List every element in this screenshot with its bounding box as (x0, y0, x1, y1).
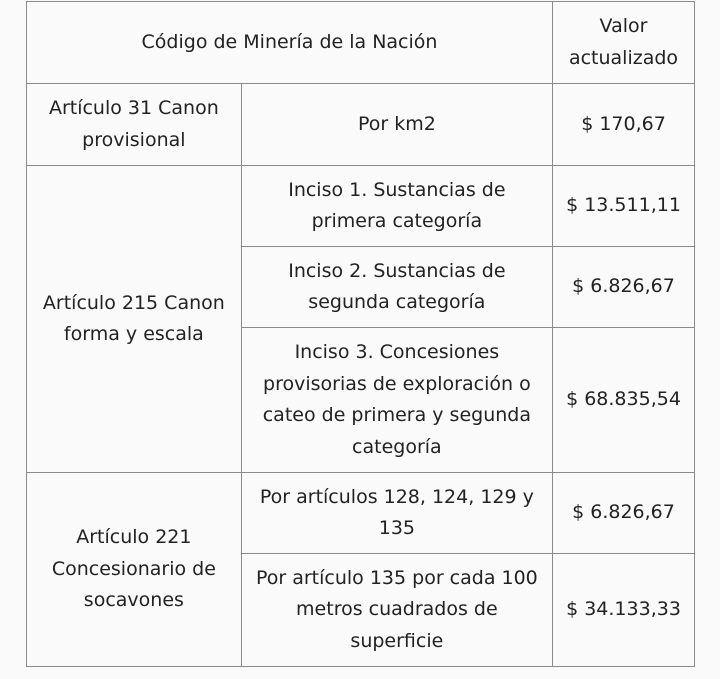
detail-cell: Por km2 (241, 84, 552, 166)
detail-cell: Por artículos 128, 124, 129 y 135 (241, 473, 552, 554)
table-row (27, 84, 695, 166)
value-cell: $ 6.826,67 (553, 473, 695, 554)
header-value-title: Valor actualizado (553, 2, 695, 84)
value-cell: $ 34.133,33 (553, 554, 695, 667)
article-215-cell: Artículo 215 Canon forma y escala (27, 166, 242, 473)
detail-cell: Inciso 3. Concesiones provisorias de exploración o cateo de primera y segunda categoría (241, 328, 552, 473)
detail-cell: Inciso 1. Sustancias de primera categoría (241, 166, 552, 247)
table-row (27, 166, 695, 247)
header-code-title: Código de Minería de la Nación (27, 2, 553, 84)
table-row (27, 473, 695, 554)
detail-cell: Inciso 2. Sustancias de segunda categoría (241, 247, 552, 328)
value-cell: $ 68.835,54 (553, 328, 695, 473)
article-221-cell: Artículo 221 Concesionario de socavones (27, 473, 242, 667)
mining-fees-table (26, 1, 695, 667)
article-31-cell: Artículo 31 Canon provisional (27, 84, 242, 166)
value-cell: $ 13.511,11 (553, 166, 695, 247)
value-cell: $ 170,67 (553, 84, 695, 166)
table-header-row (27, 2, 695, 84)
detail-cell: Por artículo 135 por cada 100 metros cuadrados de superficie (241, 554, 552, 667)
value-cell: $ 6.826,67 (553, 247, 695, 328)
